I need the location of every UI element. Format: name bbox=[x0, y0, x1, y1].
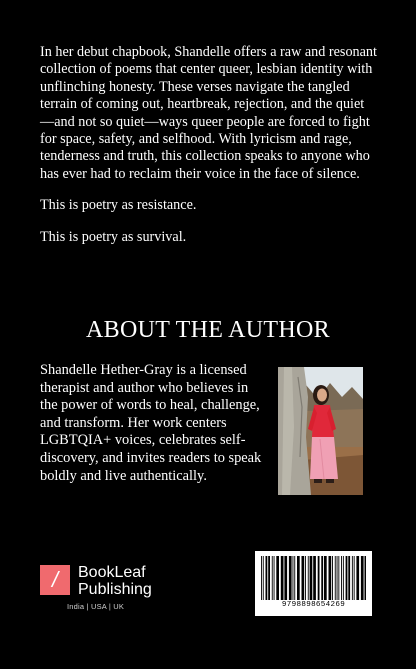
publisher-logo-icon: / bbox=[40, 565, 70, 595]
author-photo bbox=[278, 367, 363, 495]
isbn-barcode bbox=[255, 551, 372, 616]
publisher-name-line-1: BookLeaf bbox=[78, 564, 146, 581]
publisher-logo bbox=[40, 565, 220, 615]
publisher-regions: India | USA | UK bbox=[67, 602, 125, 611]
author-photo-illustration bbox=[278, 367, 363, 495]
book-blurb bbox=[40, 44, 378, 260]
about-author-heading: ABOUT THE AUTHOR bbox=[86, 317, 330, 343]
blurb-paragraph-2: This is poetry as resistance. bbox=[40, 197, 197, 214]
publisher-name-line-2: Publishing bbox=[78, 581, 152, 598]
isbn-number: 9798898654269 bbox=[281, 601, 346, 609]
author-bio: Shandelle Hether-Gray is a licensed therapist and author who believes in the power of words to heal, challenge, and transform. Her work centers LGBTQIA+ voices, celebrates self-discovery, and invites readers to speak boldly and live authentically. bbox=[40, 362, 262, 484]
barcode-icon bbox=[261, 556, 366, 600]
blurb-paragraph-1: In her debut chapbook, Shandelle offers a raw and resonant collection of poems that center queer, lesbian identity with unflinching honesty. These verses navigate the tangled terrain of coming out, heartbreak, rejection, and the quiet—and not so quiet—ways queer people are forced to fight for space, safety, and selfhood. With lyricism and rage, tenderness and truth, this collection speaks to anyone who has ever had to reclaim their voice in the face of silence. bbox=[40, 44, 377, 182]
blurb-paragraph-3: This is poetry as survival. bbox=[40, 228, 187, 245]
publisher-name bbox=[78, 564, 152, 598]
